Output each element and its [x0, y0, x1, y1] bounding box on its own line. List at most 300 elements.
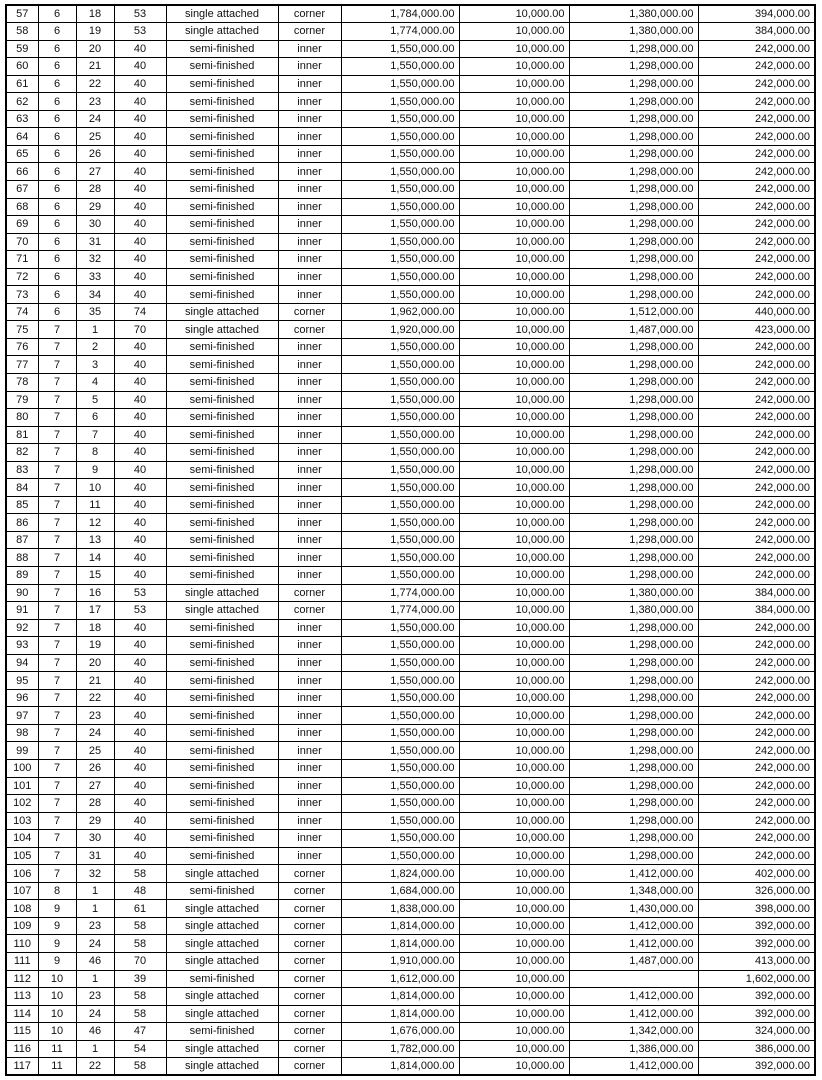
row-no-cell: 116	[6, 1040, 38, 1058]
area-cell: 40	[114, 58, 166, 76]
block-cell: 6	[38, 75, 76, 93]
house-type-cell: single attached	[166, 584, 278, 602]
row-no-cell: 72	[6, 268, 38, 286]
equity-cell: 242,000.00	[698, 356, 815, 374]
total-price-cell: 1,550,000.00	[341, 619, 459, 637]
lot-position-cell: inner	[278, 637, 341, 655]
lot-position-cell: inner	[278, 619, 341, 637]
house-type-cell: semi-finished	[166, 760, 278, 778]
lot-cell: 26	[76, 145, 114, 163]
table-row	[6, 760, 815, 778]
block-cell: 6	[38, 198, 76, 216]
house-type-cell: semi-finished	[166, 198, 278, 216]
area-cell: 40	[114, 338, 166, 356]
block-cell: 10	[38, 970, 76, 988]
table-row	[6, 567, 815, 585]
lot-position-cell: corner	[278, 970, 341, 988]
table-row	[6, 321, 815, 339]
lot-cell: 46	[76, 1023, 114, 1041]
reservation-fee-cell: 10,000.00	[459, 75, 569, 93]
lot-cell: 32	[76, 251, 114, 269]
total-price-cell: 1,550,000.00	[341, 75, 459, 93]
row-no-cell: 115	[6, 1023, 38, 1041]
table-row	[6, 391, 815, 409]
total-price-cell: 1,774,000.00	[341, 584, 459, 602]
total-price-cell: 1,550,000.00	[341, 268, 459, 286]
total-price-cell: 1,550,000.00	[341, 795, 459, 813]
block-cell: 7	[38, 742, 76, 760]
loanable-amount-cell: 1,298,000.00	[569, 145, 698, 163]
loanable-amount-cell: 1,487,000.00	[569, 953, 698, 971]
total-price-cell: 1,550,000.00	[341, 742, 459, 760]
loanable-amount-cell: 1,298,000.00	[569, 847, 698, 865]
area-cell: 40	[114, 479, 166, 497]
reservation-fee-cell: 10,000.00	[459, 1058, 569, 1076]
reservation-fee-cell: 10,000.00	[459, 251, 569, 269]
row-no-cell: 113	[6, 988, 38, 1006]
reservation-fee-cell: 10,000.00	[459, 672, 569, 690]
total-price-cell: 1,550,000.00	[341, 198, 459, 216]
total-price-cell: 1,550,000.00	[341, 409, 459, 427]
row-no-cell: 70	[6, 233, 38, 251]
row-no-cell: 96	[6, 689, 38, 707]
loanable-amount-cell: 1,298,000.00	[569, 58, 698, 76]
lot-cell: 18	[76, 619, 114, 637]
equity-cell: 242,000.00	[698, 409, 815, 427]
lot-position-cell: inner	[278, 110, 341, 128]
house-type-cell: semi-finished	[166, 268, 278, 286]
row-no-cell: 76	[6, 338, 38, 356]
total-price-cell: 1,550,000.00	[341, 847, 459, 865]
area-cell: 40	[114, 812, 166, 830]
row-no-cell: 104	[6, 830, 38, 848]
equity-cell: 398,000.00	[698, 900, 815, 918]
loanable-amount-cell: 1,298,000.00	[569, 268, 698, 286]
table-row	[6, 531, 815, 549]
reservation-fee-cell: 10,000.00	[459, 23, 569, 41]
block-cell: 7	[38, 409, 76, 427]
house-type-cell: single attached	[166, 321, 278, 339]
house-type-cell: semi-finished	[166, 409, 278, 427]
table-row	[6, 461, 815, 479]
table-row	[6, 40, 815, 58]
area-cell: 40	[114, 110, 166, 128]
house-type-cell: semi-finished	[166, 742, 278, 760]
total-price-cell: 1,550,000.00	[341, 233, 459, 251]
total-price-cell: 1,550,000.00	[341, 180, 459, 198]
area-cell: 40	[114, 567, 166, 585]
total-price-cell: 1,814,000.00	[341, 1005, 459, 1023]
table-row	[6, 444, 815, 462]
house-type-cell: semi-finished	[166, 970, 278, 988]
area-cell: 74	[114, 303, 166, 321]
area-cell: 40	[114, 286, 166, 304]
reservation-fee-cell: 10,000.00	[459, 145, 569, 163]
house-type-cell: semi-finished	[166, 286, 278, 304]
loanable-amount-cell: 1,298,000.00	[569, 689, 698, 707]
house-type-cell: semi-finished	[166, 391, 278, 409]
area-cell: 58	[114, 935, 166, 953]
house-type-cell: semi-finished	[166, 338, 278, 356]
house-type-cell: single attached	[166, 1040, 278, 1058]
area-cell: 40	[114, 654, 166, 672]
row-no-cell: 71	[6, 251, 38, 269]
house-type-cell: semi-finished	[166, 93, 278, 111]
lot-position-cell: corner	[278, 602, 341, 620]
reservation-fee-cell: 10,000.00	[459, 953, 569, 971]
lot-cell: 19	[76, 637, 114, 655]
house-type-cell: semi-finished	[166, 251, 278, 269]
loanable-amount-cell: 1,298,000.00	[569, 812, 698, 830]
lot-cell: 24	[76, 724, 114, 742]
equity-cell: 384,000.00	[698, 23, 815, 41]
lot-cell: 22	[76, 689, 114, 707]
block-cell: 6	[38, 145, 76, 163]
block-cell: 6	[38, 163, 76, 181]
lot-position-cell: inner	[278, 128, 341, 146]
lot-cell: 1	[76, 321, 114, 339]
house-type-cell: semi-finished	[166, 637, 278, 655]
block-cell: 11	[38, 1058, 76, 1076]
block-cell: 6	[38, 268, 76, 286]
total-price-cell: 1,550,000.00	[341, 689, 459, 707]
area-cell: 70	[114, 953, 166, 971]
total-price-cell: 1,550,000.00	[341, 444, 459, 462]
loanable-amount-cell: 1,298,000.00	[569, 163, 698, 181]
total-price-cell: 1,550,000.00	[341, 654, 459, 672]
area-cell: 54	[114, 1040, 166, 1058]
area-cell: 61	[114, 900, 166, 918]
reservation-fee-cell: 10,000.00	[459, 1040, 569, 1058]
loanable-amount-cell: 1,298,000.00	[569, 180, 698, 198]
loanable-amount-cell: 1,298,000.00	[569, 93, 698, 111]
loanable-amount-cell: 1,298,000.00	[569, 251, 698, 269]
area-cell: 40	[114, 496, 166, 514]
lot-cell: 23	[76, 93, 114, 111]
reservation-fee-cell: 10,000.00	[459, 5, 569, 23]
block-cell: 7	[38, 461, 76, 479]
reservation-fee-cell: 10,000.00	[459, 496, 569, 514]
area-cell: 48	[114, 882, 166, 900]
equity-cell: 242,000.00	[698, 654, 815, 672]
house-type-cell: semi-finished	[166, 461, 278, 479]
equity-cell: 242,000.00	[698, 724, 815, 742]
row-no-cell: 100	[6, 760, 38, 778]
table-row	[6, 707, 815, 725]
lot-position-cell: inner	[278, 409, 341, 427]
total-price-cell: 1,774,000.00	[341, 602, 459, 620]
reservation-fee-cell: 10,000.00	[459, 619, 569, 637]
lot-cell: 30	[76, 830, 114, 848]
reservation-fee-cell: 10,000.00	[459, 865, 569, 883]
table-row	[6, 1005, 815, 1023]
total-price-cell: 1,550,000.00	[341, 40, 459, 58]
block-cell: 7	[38, 602, 76, 620]
lot-cell: 29	[76, 198, 114, 216]
lot-position-cell: corner	[278, 5, 341, 23]
house-type-cell: single attached	[166, 917, 278, 935]
equity-cell: 242,000.00	[698, 251, 815, 269]
block-cell: 6	[38, 233, 76, 251]
total-price-cell: 1,550,000.00	[341, 145, 459, 163]
loanable-amount-cell: 1,298,000.00	[569, 444, 698, 462]
total-price-cell: 1,550,000.00	[341, 93, 459, 111]
table-row	[6, 145, 815, 163]
table-row	[6, 58, 815, 76]
equity-cell: 242,000.00	[698, 461, 815, 479]
row-no-cell: 66	[6, 163, 38, 181]
area-cell: 58	[114, 917, 166, 935]
area-cell: 58	[114, 1005, 166, 1023]
table-row	[6, 654, 815, 672]
lot-cell: 46	[76, 953, 114, 971]
total-price-cell: 1,550,000.00	[341, 567, 459, 585]
lot-cell: 22	[76, 75, 114, 93]
row-no-cell: 102	[6, 795, 38, 813]
equity-cell: 384,000.00	[698, 584, 815, 602]
loanable-amount-cell: 1,298,000.00	[569, 356, 698, 374]
block-cell: 7	[38, 373, 76, 391]
house-type-cell: semi-finished	[166, 444, 278, 462]
lot-cell: 10	[76, 479, 114, 497]
lot-cell: 24	[76, 935, 114, 953]
lot-position-cell: inner	[278, 426, 341, 444]
loanable-amount-cell: 1,298,000.00	[569, 479, 698, 497]
loanable-amount-cell: 1,298,000.00	[569, 338, 698, 356]
lot-cell: 1	[76, 900, 114, 918]
loanable-amount-cell: 1,298,000.00	[569, 496, 698, 514]
reservation-fee-cell: 10,000.00	[459, 303, 569, 321]
lot-position-cell: inner	[278, 356, 341, 374]
equity-cell: 242,000.00	[698, 180, 815, 198]
equity-cell: 386,000.00	[698, 1040, 815, 1058]
total-price-cell: 1,550,000.00	[341, 163, 459, 181]
equity-cell: 392,000.00	[698, 1005, 815, 1023]
row-no-cell: 80	[6, 409, 38, 427]
lot-position-cell: inner	[278, 795, 341, 813]
loanable-amount-cell: 1,380,000.00	[569, 584, 698, 602]
block-cell: 7	[38, 672, 76, 690]
loanable-amount-cell: 1,298,000.00	[569, 760, 698, 778]
total-price-cell: 1,824,000.00	[341, 865, 459, 883]
area-cell: 40	[114, 426, 166, 444]
lot-cell: 8	[76, 444, 114, 462]
row-no-cell: 88	[6, 549, 38, 567]
loanable-amount-cell: 1,298,000.00	[569, 198, 698, 216]
lot-cell: 21	[76, 58, 114, 76]
lot-cell: 13	[76, 531, 114, 549]
house-type-cell: semi-finished	[166, 812, 278, 830]
block-cell: 7	[38, 584, 76, 602]
house-type-cell: semi-finished	[166, 514, 278, 532]
area-cell: 39	[114, 970, 166, 988]
row-no-cell: 86	[6, 514, 38, 532]
table-row	[6, 496, 815, 514]
lot-position-cell: inner	[278, 531, 341, 549]
lot-position-cell: inner	[278, 233, 341, 251]
lot-position-cell: inner	[278, 689, 341, 707]
lot-cell: 27	[76, 163, 114, 181]
area-cell: 40	[114, 707, 166, 725]
table-body	[6, 5, 815, 1075]
row-no-cell: 91	[6, 602, 38, 620]
block-cell: 7	[38, 619, 76, 637]
house-type-cell: semi-finished	[166, 110, 278, 128]
loanable-amount-cell: 1,298,000.00	[569, 724, 698, 742]
house-type-cell: semi-finished	[166, 619, 278, 637]
area-cell: 40	[114, 198, 166, 216]
lot-cell: 23	[76, 917, 114, 935]
lot-cell: 20	[76, 40, 114, 58]
table-row	[6, 233, 815, 251]
loanable-amount-cell: 1,298,000.00	[569, 128, 698, 146]
area-cell: 40	[114, 724, 166, 742]
equity-cell: 242,000.00	[698, 145, 815, 163]
block-cell: 9	[38, 900, 76, 918]
lot-position-cell: corner	[278, 917, 341, 935]
area-cell: 40	[114, 444, 166, 462]
block-cell: 10	[38, 1005, 76, 1023]
row-no-cell: 67	[6, 180, 38, 198]
reservation-fee-cell: 10,000.00	[459, 654, 569, 672]
equity-cell: 242,000.00	[698, 233, 815, 251]
equity-cell: 242,000.00	[698, 40, 815, 58]
lot-position-cell: corner	[278, 865, 341, 883]
area-cell: 40	[114, 637, 166, 655]
area-cell: 53	[114, 23, 166, 41]
table-row	[6, 303, 815, 321]
table-row	[6, 268, 815, 286]
reservation-fee-cell: 10,000.00	[459, 777, 569, 795]
lot-cell: 34	[76, 286, 114, 304]
loanable-amount-cell: 1,298,000.00	[569, 619, 698, 637]
loanable-amount-cell: 1,298,000.00	[569, 391, 698, 409]
table-row	[6, 5, 815, 23]
total-price-cell: 1,676,000.00	[341, 1023, 459, 1041]
table-row	[6, 251, 815, 269]
lot-cell: 15	[76, 567, 114, 585]
house-type-cell: single attached	[166, 935, 278, 953]
table-row	[6, 935, 815, 953]
lot-position-cell: inner	[278, 567, 341, 585]
area-cell: 53	[114, 584, 166, 602]
equity-cell: 242,000.00	[698, 742, 815, 760]
lot-position-cell: inner	[278, 514, 341, 532]
table-row	[6, 882, 815, 900]
loanable-amount-cell: 1,412,000.00	[569, 865, 698, 883]
row-no-cell: 99	[6, 742, 38, 760]
block-cell: 7	[38, 654, 76, 672]
table-row	[6, 637, 815, 655]
house-type-cell: semi-finished	[166, 356, 278, 374]
total-price-cell: 1,550,000.00	[341, 496, 459, 514]
loanable-amount-cell: 1,298,000.00	[569, 40, 698, 58]
equity-cell: 242,000.00	[698, 128, 815, 146]
house-type-cell: single attached	[166, 988, 278, 1006]
equity-cell: 242,000.00	[698, 760, 815, 778]
block-cell: 7	[38, 321, 76, 339]
row-no-cell: 109	[6, 917, 38, 935]
table-row	[6, 128, 815, 146]
house-type-cell: single attached	[166, 1058, 278, 1076]
loanable-amount-cell: 1,380,000.00	[569, 602, 698, 620]
loanable-amount-cell: 1,298,000.00	[569, 110, 698, 128]
house-type-cell: semi-finished	[166, 40, 278, 58]
equity-cell: 324,000.00	[698, 1023, 815, 1041]
block-cell: 6	[38, 58, 76, 76]
house-type-cell: semi-finished	[166, 163, 278, 181]
reservation-fee-cell: 10,000.00	[459, 602, 569, 620]
equity-cell: 242,000.00	[698, 707, 815, 725]
lot-position-cell: corner	[278, 1058, 341, 1076]
equity-cell: 384,000.00	[698, 602, 815, 620]
block-cell: 7	[38, 514, 76, 532]
block-cell: 7	[38, 777, 76, 795]
lot-cell: 26	[76, 760, 114, 778]
lot-position-cell: corner	[278, 882, 341, 900]
equity-cell: 242,000.00	[698, 619, 815, 637]
loanable-amount-cell: 1,298,000.00	[569, 233, 698, 251]
loanable-amount-cell: 1,412,000.00	[569, 935, 698, 953]
area-cell: 40	[114, 514, 166, 532]
lot-cell: 31	[76, 233, 114, 251]
block-cell: 7	[38, 549, 76, 567]
equity-cell: 242,000.00	[698, 286, 815, 304]
house-type-cell: single attached	[166, 23, 278, 41]
reservation-fee-cell: 10,000.00	[459, 584, 569, 602]
lot-position-cell: corner	[278, 321, 341, 339]
equity-cell: 242,000.00	[698, 549, 815, 567]
loanable-amount-cell: 1,412,000.00	[569, 1005, 698, 1023]
house-type-cell: semi-finished	[166, 795, 278, 813]
lot-position-cell: inner	[278, 742, 341, 760]
house-type-cell: semi-finished	[166, 707, 278, 725]
row-no-cell: 85	[6, 496, 38, 514]
lot-position-cell: inner	[278, 496, 341, 514]
loanable-amount-cell: 1,298,000.00	[569, 75, 698, 93]
lot-position-cell: inner	[278, 75, 341, 93]
loanable-amount-cell: 1,298,000.00	[569, 461, 698, 479]
table-row	[6, 93, 815, 111]
block-cell: 6	[38, 93, 76, 111]
area-cell: 40	[114, 251, 166, 269]
row-no-cell: 57	[6, 5, 38, 23]
lot-cell: 22	[76, 1058, 114, 1076]
equity-cell: 242,000.00	[698, 93, 815, 111]
reservation-fee-cell: 10,000.00	[459, 917, 569, 935]
loanable-amount-cell: 1,298,000.00	[569, 514, 698, 532]
row-no-cell: 107	[6, 882, 38, 900]
total-price-cell: 1,838,000.00	[341, 900, 459, 918]
lot-position-cell: corner	[278, 1023, 341, 1041]
table-row	[6, 549, 815, 567]
row-no-cell: 58	[6, 23, 38, 41]
table-row	[6, 409, 815, 427]
row-no-cell: 78	[6, 373, 38, 391]
equity-cell: 242,000.00	[698, 163, 815, 181]
table-row	[6, 619, 815, 637]
area-cell: 40	[114, 356, 166, 374]
equity-cell: 242,000.00	[698, 637, 815, 655]
loanable-amount-cell: 1,386,000.00	[569, 1040, 698, 1058]
block-cell: 6	[38, 180, 76, 198]
lot-position-cell: inner	[278, 216, 341, 234]
table-row	[6, 514, 815, 532]
total-price-cell: 1,550,000.00	[341, 373, 459, 391]
price-table	[5, 4, 816, 1076]
row-no-cell: 105	[6, 847, 38, 865]
loanable-amount-cell: 1,298,000.00	[569, 409, 698, 427]
